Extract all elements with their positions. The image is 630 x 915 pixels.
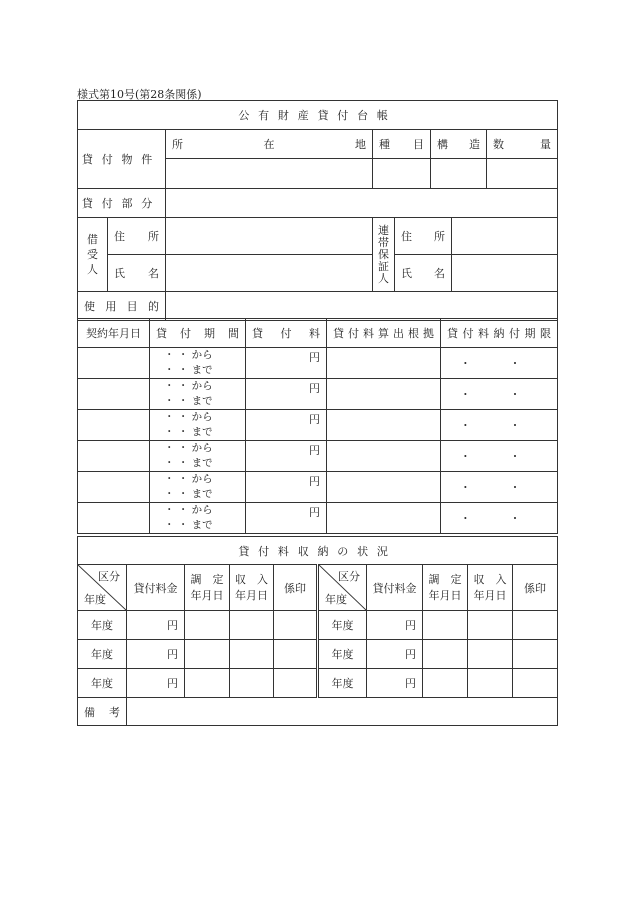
collection-row bbox=[78, 669, 558, 698]
fee-basis-value[interactable] bbox=[327, 441, 441, 472]
fee-basis-value[interactable] bbox=[327, 410, 441, 441]
contract-row bbox=[78, 379, 558, 410]
fee-basis-value[interactable] bbox=[327, 472, 441, 503]
chotei-date-cell[interactable] bbox=[185, 669, 230, 698]
purpose-char: 使 bbox=[84, 300, 95, 313]
fee-basis-value[interactable] bbox=[327, 503, 441, 534]
chotei-date-cell[interactable] bbox=[423, 669, 468, 698]
guarantor-label-char: 連 bbox=[378, 223, 389, 237]
purpose-char: 目 bbox=[126, 300, 138, 313]
form-caption: 様式第10号(第28条関係) bbox=[77, 88, 202, 101]
chotei-date-cell[interactable] bbox=[423, 640, 468, 669]
lending-fee-value[interactable] bbox=[246, 503, 327, 534]
type-char: 目 bbox=[413, 138, 424, 151]
borrower-address-label bbox=[108, 218, 166, 255]
yen-unit: 円 bbox=[309, 444, 320, 457]
period-to: ・ ・ まで bbox=[164, 457, 213, 469]
guarantor-address-char: 所 bbox=[434, 230, 445, 243]
lending-fee-value[interactable] bbox=[246, 379, 327, 410]
period-from: ・ ・ から bbox=[164, 380, 213, 392]
contract-date-value[interactable] bbox=[78, 379, 150, 410]
lending-period-value[interactable] bbox=[150, 503, 246, 534]
borrower-label bbox=[78, 218, 108, 292]
quantity-char: 量 bbox=[540, 138, 552, 151]
guarantor-name-char: 氏 bbox=[401, 267, 412, 280]
nendo-label: 年度 bbox=[325, 593, 347, 606]
contract-header-3: 貸 付 料 算 出 根 拠 bbox=[327, 319, 441, 348]
lending-period-value[interactable] bbox=[150, 348, 246, 379]
fiscal-year-cell[interactable]: 年度 bbox=[78, 669, 127, 698]
seal-cell[interactable] bbox=[513, 640, 558, 669]
borrower-label-char: 受 bbox=[87, 248, 98, 261]
kubun-nendo-header bbox=[78, 565, 127, 611]
borrower-name-value[interactable] bbox=[166, 255, 373, 292]
purpose-char: 用 bbox=[105, 300, 117, 313]
period-from: ・ ・ から bbox=[164, 504, 213, 516]
fiscal-year-cell[interactable]: 年度 bbox=[318, 611, 367, 640]
quantity-char: 数 bbox=[493, 138, 504, 151]
chotei-date-cell[interactable] bbox=[185, 611, 230, 640]
lending-fee-value[interactable] bbox=[246, 410, 327, 441]
guarantor-address-char: 住 bbox=[401, 230, 412, 243]
collection-table bbox=[77, 536, 558, 726]
contract-header-2: 貸 付 料 bbox=[246, 319, 327, 348]
structure-value[interactable] bbox=[431, 159, 487, 189]
guarantor-label-char: 証 bbox=[378, 259, 389, 273]
fiscal-year-cell[interactable]: 年度 bbox=[318, 669, 367, 698]
seal-cell[interactable] bbox=[274, 669, 318, 698]
lending-fee-value[interactable] bbox=[246, 472, 327, 503]
payment-deadline-value[interactable]: ・ ・ bbox=[441, 441, 558, 472]
type-header bbox=[373, 130, 431, 159]
remarks-label bbox=[78, 698, 127, 726]
period-from: ・ ・ から bbox=[164, 349, 213, 361]
shunyu-date-cell[interactable] bbox=[230, 669, 274, 698]
amount-cell[interactable]: 円 bbox=[367, 611, 423, 640]
type-value[interactable] bbox=[373, 159, 431, 189]
payment-deadline-value[interactable]: ・ ・ bbox=[441, 503, 558, 534]
quantity-header bbox=[487, 130, 558, 159]
form-title: 公有財産貸付台帳 bbox=[78, 101, 558, 130]
contract-row bbox=[78, 441, 558, 472]
structure-char: 構 bbox=[437, 138, 448, 151]
borrower-address-value[interactable] bbox=[166, 218, 373, 255]
guarantor-label-char: 保 bbox=[378, 247, 389, 261]
amount-cell[interactable]: 円 bbox=[127, 611, 185, 640]
collection-title: 貸付料収納の状況 bbox=[78, 537, 558, 565]
period-to: ・ ・ まで bbox=[164, 519, 213, 531]
period-to: ・ ・ まで bbox=[164, 364, 213, 376]
borrower-address-char: 所 bbox=[148, 230, 159, 243]
shunyu-date-cell[interactable] bbox=[468, 611, 513, 640]
period-to: ・ ・ まで bbox=[164, 488, 213, 500]
nendo-label: 年度 bbox=[84, 593, 106, 606]
contract-row bbox=[78, 410, 558, 441]
fee-basis-value[interactable] bbox=[327, 348, 441, 379]
guarantor-name-row bbox=[395, 255, 558, 292]
contract-date-value[interactable] bbox=[78, 472, 150, 503]
amount-cell[interactable]: 円 bbox=[367, 669, 423, 698]
guarantor-label-char: 帯 bbox=[378, 235, 389, 249]
contract-date-value[interactable] bbox=[78, 441, 150, 472]
contract-date-value[interactable] bbox=[78, 348, 150, 379]
guarantor-label-char: 人 bbox=[378, 271, 389, 285]
contract-header-0: 契約年月日 bbox=[78, 319, 150, 348]
kubun-label: 区分 bbox=[338, 570, 360, 583]
period-to: ・ ・ まで bbox=[164, 395, 213, 407]
quantity-value[interactable] bbox=[487, 159, 558, 189]
guarantor-address-row bbox=[395, 218, 558, 255]
seal-cell[interactable] bbox=[513, 611, 558, 640]
contract-row bbox=[78, 503, 558, 534]
shunyu-date-cell[interactable] bbox=[468, 640, 513, 669]
property-table bbox=[77, 100, 558, 321]
purpose-char: 的 bbox=[147, 300, 159, 313]
payment-deadline-value[interactable]: ・ ・ bbox=[441, 410, 558, 441]
chotei-date-header: 調 定 年月日 bbox=[423, 565, 468, 611]
period-from: ・ ・ から bbox=[164, 442, 213, 454]
seal-header: 係印 bbox=[274, 565, 318, 611]
fiscal-year-cell[interactable]: 年度 bbox=[318, 640, 367, 669]
collection-row bbox=[78, 611, 558, 640]
lending-period-value[interactable] bbox=[150, 379, 246, 410]
remarks-value[interactable] bbox=[127, 698, 558, 726]
contract-header-4: 貸 付 料 納 付 期 限 bbox=[441, 319, 558, 348]
seal-cell[interactable] bbox=[274, 611, 318, 640]
payment-deadline-value[interactable]: ・ ・ bbox=[441, 348, 558, 379]
type-char: 種 bbox=[379, 138, 390, 151]
shunyu-date-header: 収 入 年月日 bbox=[230, 565, 274, 611]
fiscal-year-cell[interactable]: 年度 bbox=[78, 611, 127, 640]
contract-table bbox=[77, 318, 558, 534]
location-value[interactable] bbox=[166, 159, 373, 189]
lending-period-value[interactable] bbox=[150, 441, 246, 472]
period-from: ・ ・ から bbox=[164, 411, 213, 423]
location-char: 在 bbox=[263, 138, 275, 151]
amount-cell[interactable]: 円 bbox=[127, 669, 185, 698]
borrower-name-char: 名 bbox=[148, 267, 159, 280]
lending-fee-value[interactable] bbox=[246, 441, 327, 472]
yen-unit: 円 bbox=[309, 413, 320, 426]
shunyu-date-cell[interactable] bbox=[230, 611, 274, 640]
borrower-label-char: 借 bbox=[87, 233, 98, 246]
borrower-name-label bbox=[108, 255, 166, 292]
amount-cell[interactable]: 円 bbox=[127, 640, 185, 669]
location-char: 所 bbox=[172, 138, 183, 151]
remarks-char: 備 bbox=[84, 705, 95, 719]
lending-fee-value[interactable] bbox=[246, 348, 327, 379]
purpose-label bbox=[78, 292, 166, 321]
fee-basis-value[interactable] bbox=[327, 379, 441, 410]
lending-period-value[interactable] bbox=[150, 472, 246, 503]
contract-date-value[interactable] bbox=[78, 410, 150, 441]
guarantor-label bbox=[373, 218, 395, 292]
contract-row bbox=[78, 472, 558, 503]
chotei-date-cell[interactable] bbox=[423, 611, 468, 640]
seal-cell[interactable] bbox=[513, 669, 558, 698]
structure-header bbox=[431, 130, 487, 159]
lending-period-value[interactable] bbox=[150, 410, 246, 441]
kubun-label: 区分 bbox=[98, 570, 120, 583]
location-char: 地 bbox=[355, 138, 366, 151]
property-label: 貸付物件 bbox=[78, 130, 166, 189]
collection-row bbox=[78, 640, 558, 669]
contract-header-1: 貸 付 期 間 bbox=[150, 319, 246, 348]
yen-unit: 円 bbox=[309, 351, 320, 364]
borrower-name-char: 氏 bbox=[114, 267, 125, 280]
shunyu-date-cell[interactable] bbox=[230, 640, 274, 669]
purpose-value[interactable] bbox=[166, 292, 558, 321]
period-from: ・ ・ から bbox=[164, 473, 213, 485]
location-header bbox=[166, 130, 373, 159]
chotei-date-cell[interactable] bbox=[185, 640, 230, 669]
amount-header: 貸付料金 bbox=[127, 565, 185, 611]
payment-deadline-value[interactable]: ・ ・ bbox=[441, 379, 558, 410]
period-to: ・ ・ まで bbox=[164, 426, 213, 438]
contract-date-value[interactable] bbox=[78, 503, 150, 534]
fiscal-year-cell[interactable]: 年度 bbox=[78, 640, 127, 669]
kubun-nendo-header bbox=[318, 565, 367, 611]
yen-unit: 円 bbox=[309, 475, 320, 488]
borrower-address-char: 住 bbox=[114, 230, 125, 243]
amount-header: 貸付料金 bbox=[367, 565, 423, 611]
seal-header: 係印 bbox=[513, 565, 558, 611]
remarks-char: 考 bbox=[109, 705, 120, 719]
seal-cell[interactable] bbox=[274, 640, 318, 669]
amount-cell[interactable]: 円 bbox=[367, 640, 423, 669]
contract-row bbox=[78, 348, 558, 379]
shunyu-date-cell[interactable] bbox=[468, 669, 513, 698]
guarantor-name-char: 名 bbox=[434, 267, 445, 280]
lent-part-value[interactable] bbox=[166, 189, 558, 218]
lent-part-label: 貸付部分 bbox=[78, 189, 166, 218]
borrower-label-char: 人 bbox=[87, 263, 98, 276]
structure-char: 造 bbox=[469, 138, 480, 151]
yen-unit: 円 bbox=[309, 382, 320, 395]
shunyu-date-header: 収 入 年月日 bbox=[468, 565, 513, 611]
yen-unit: 円 bbox=[309, 506, 320, 519]
payment-deadline-value[interactable]: ・ ・ bbox=[441, 472, 558, 503]
chotei-date-header: 調 定 年月日 bbox=[185, 565, 230, 611]
